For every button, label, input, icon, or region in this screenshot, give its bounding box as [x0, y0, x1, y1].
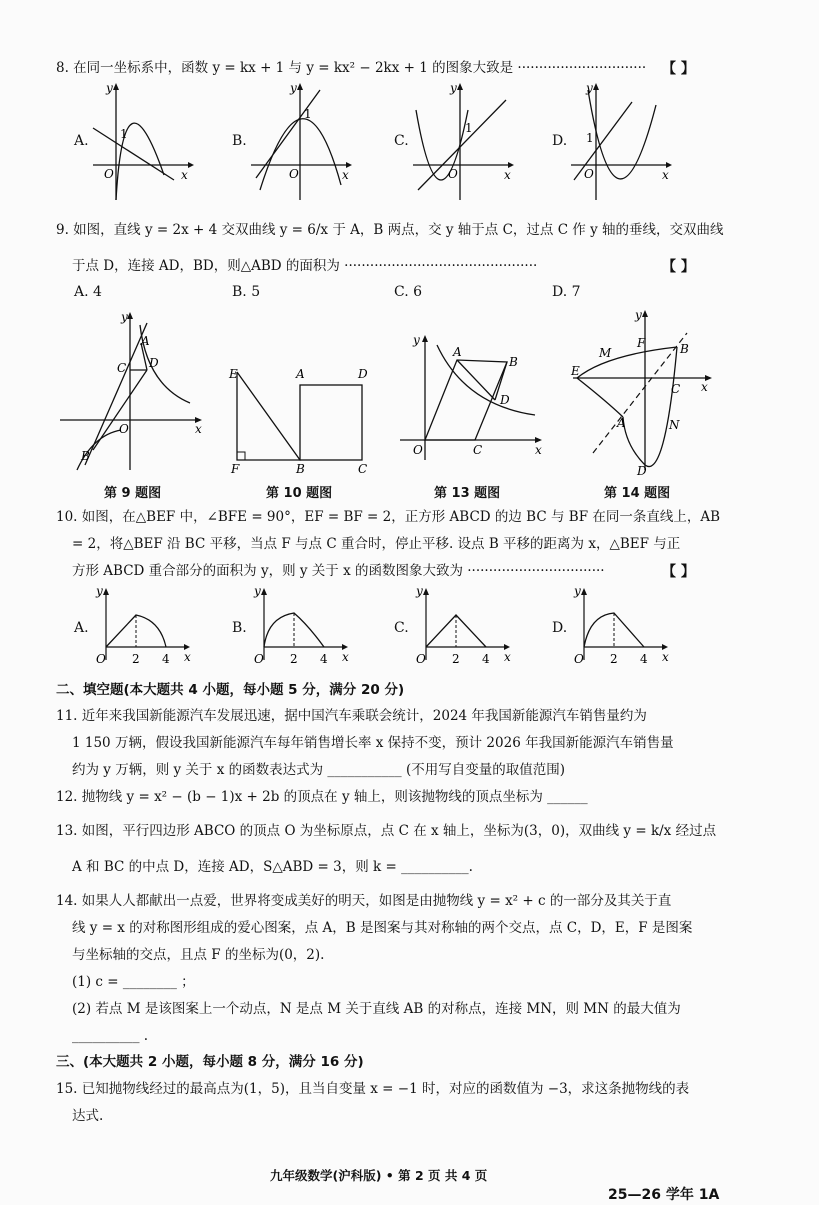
svg-text:O: O — [584, 167, 594, 181]
question-13-line-1: 13. 如图，平行四边形 ABCO 的顶点 O 为坐标原点，点 C 在 x 轴上，坐标为(3，0)，双曲线 y = k/x 经过点 — [56, 823, 717, 839]
svg-text:x: x — [342, 650, 349, 664]
question-8-text: 8. 在同一坐标系中，函数 y = kx + 1 与 y = kx² − 2kx + 1 的图象大致是 ······························ — [56, 60, 647, 76]
figure-13-caption: 第 13 题图 — [434, 486, 501, 501]
svg-text:F: F — [637, 336, 646, 350]
figure-9-caption: 第 9 题图 — [104, 486, 162, 501]
q8-option-a-graph — [88, 80, 198, 205]
question-9-line-2: 于点 D，连接 AD，BD，则△ABD 的面积为 ············································· — [72, 258, 538, 274]
svg-text:x: x — [662, 168, 669, 182]
question-8-answer-bracket: 【 】 — [662, 61, 695, 77]
q9-option-a: A. 4 — [74, 284, 102, 300]
question-14-part-1: (1) c = ________ ； — [72, 974, 195, 990]
svg-text:O: O — [119, 422, 129, 436]
page-footer-center: 九年级数学(沪科版) • 第 2 页 共 4 页 — [270, 1168, 488, 1183]
question-10-line-3: 方形 ABCD 重合部分的面积为 y，则 y 关于 x 的函数图象大致为 ································ — [72, 563, 605, 579]
q8-option-a-label: A. — [74, 133, 89, 149]
svg-text:x: x — [535, 443, 542, 457]
section-3-heading: 三、(本大题共 2 小题，每小题 8 分，满分 16 分) — [56, 1054, 364, 1070]
q8-option-d-label: D. — [552, 133, 568, 149]
svg-text:D: D — [500, 393, 510, 407]
question-11-line-1: 11. 近年来我国新能源汽车发展迅速，据中国汽车乘联会统计，2024 年我国新能源汽车销售量约为 — [56, 708, 647, 724]
svg-text:x: x — [195, 422, 202, 436]
q8-option-d-graph — [566, 80, 676, 205]
question-9-line-1: 9. 如图，直线 y = 2x + 4 交双曲线 y = 6/x 于 A，B 两点，交 y 轴于点 C，过点 C 作 y 轴的垂线，交双曲线 — [56, 222, 724, 238]
svg-text:2: 2 — [452, 652, 460, 666]
question-14-line-3: 与坐标轴的交点，且点 F 的坐标为(0，2). — [72, 947, 325, 963]
q10-option-d-label: D. — [552, 620, 568, 636]
svg-text:4: 4 — [482, 652, 490, 666]
question-14-part-2: (2) 若点 M 是该图案上一个动点，N 是点 M 关于直线 AB 的对称点，连接 MN，则 MN 的最大值为 — [72, 1001, 681, 1017]
figure-10-caption: 第 10 题图 — [266, 486, 333, 501]
question-10-line-2: = 2，将△BEF 沿 BC 平移，当点 F 与点 C 重合时，停止平移. 设点 B 平移的距离为 x，△BEF 与正 — [72, 536, 681, 552]
svg-text:O: O — [413, 443, 423, 457]
svg-text:1: 1 — [120, 127, 128, 141]
svg-text:2: 2 — [132, 652, 140, 666]
q10-option-d-graph — [566, 585, 676, 670]
svg-text:4: 4 — [162, 652, 170, 666]
q8-option-c-graph — [408, 80, 518, 205]
q10-option-c-label: C. — [394, 620, 409, 636]
svg-text:A: A — [141, 334, 150, 348]
svg-text:x: x — [184, 650, 191, 664]
svg-text:E: E — [229, 367, 238, 381]
svg-text:y: y — [96, 585, 103, 598]
svg-text:D: D — [149, 356, 159, 370]
svg-text:y: y — [574, 585, 581, 598]
question-14-part-2-blank: __________ . — [72, 1028, 149, 1044]
svg-text:4: 4 — [320, 652, 328, 666]
svg-text:y: y — [635, 308, 642, 322]
q8-option-b-label: B. — [232, 133, 247, 149]
question-14-line-1: 14. 如果人人都献出一点爱，世界将变成美好的明天，如图是由抛物线 y = x² + c 的一部分及其关于直 — [56, 893, 672, 909]
svg-text:O: O — [416, 652, 426, 666]
figure-14-diagram — [565, 305, 715, 480]
svg-text:y: y — [586, 81, 593, 95]
question-9-answer-bracket: 【 】 — [662, 259, 695, 275]
svg-text:x: x — [504, 168, 511, 182]
page-footer-right: 25—26 学年 1A — [608, 1187, 720, 1203]
svg-text:2: 2 — [290, 652, 298, 666]
figure-9-diagram — [55, 305, 205, 475]
svg-text:M: M — [599, 346, 612, 360]
svg-text:C: C — [671, 382, 681, 396]
q8-option-c-label: C. — [394, 133, 409, 149]
figure-13-diagram — [395, 330, 545, 475]
question-13-line-2: A 和 BC 的中点 D，连接 AD，S△ABD = 3，则 k = __________. — [72, 859, 473, 875]
figure-10-diagram — [225, 360, 380, 480]
svg-text:y: y — [450, 81, 457, 95]
question-14-line-2: 线 y = x 的对称图形组成的爱心图案，点 A，B 是图案与其对称轴的两个交点，点 C，D，E，F 是图案 — [72, 920, 693, 936]
svg-text:B: B — [509, 355, 518, 369]
q10-option-a-graph — [88, 585, 198, 670]
svg-text:y: y — [121, 310, 128, 324]
svg-text:y: y — [106, 81, 113, 95]
q9-option-b: B. 5 — [232, 284, 261, 300]
svg-text:O: O — [104, 167, 114, 181]
q10-option-b-label: B. — [232, 620, 247, 636]
svg-text:A: A — [617, 416, 626, 430]
question-11-line-3: 约为 y 万辆，则 y 关于 x 的函数表达式为 ___________ (不用写自变量的取值范围) — [72, 762, 565, 778]
svg-text:x: x — [504, 650, 511, 664]
svg-text:y: y — [254, 585, 261, 598]
svg-text:O: O — [574, 652, 584, 666]
question-11-line-2: 1 150 万辆，假设我国新能源汽车每年销售增长率 x 保持不变，预计 2026 年我国新能源汽车销售量 — [72, 735, 674, 751]
svg-text:y: y — [416, 585, 423, 598]
svg-text:E: E — [571, 364, 580, 378]
section-2-heading: 二、填空题(本大题共 4 小题，每小题 5 分，满分 20 分) — [56, 682, 405, 698]
svg-text:x: x — [701, 380, 708, 394]
q9-option-c: C. 6 — [394, 284, 423, 300]
svg-text:C: C — [117, 361, 127, 375]
q9-option-d: D. 7 — [552, 284, 581, 300]
svg-text:D: D — [358, 367, 368, 381]
svg-text:x: x — [342, 168, 349, 182]
svg-text:A: A — [296, 367, 305, 381]
svg-text:C: C — [473, 443, 483, 457]
svg-text:x: x — [181, 168, 188, 182]
q10-option-a-label: A. — [74, 620, 89, 636]
svg-text:O: O — [254, 652, 264, 666]
svg-text:x: x — [662, 650, 669, 664]
svg-text:y: y — [413, 333, 420, 347]
svg-text:N: N — [669, 418, 680, 432]
svg-text:O: O — [96, 652, 106, 666]
svg-text:y: y — [290, 81, 297, 95]
svg-text:A: A — [453, 345, 462, 359]
q10-option-c-graph — [408, 585, 518, 670]
svg-text:O: O — [289, 167, 299, 181]
svg-text:1: 1 — [304, 107, 312, 121]
q8-option-b-graph — [246, 80, 356, 205]
svg-text:B: B — [680, 342, 689, 356]
question-15-line-2: 达式. — [72, 1108, 104, 1124]
figure-14-caption: 第 14 题图 — [604, 486, 671, 501]
svg-text:2: 2 — [610, 652, 618, 666]
svg-text:C: C — [358, 462, 368, 476]
svg-text:1: 1 — [586, 131, 594, 145]
svg-text:4: 4 — [640, 652, 648, 666]
question-15-line-1: 15. 已知抛物线经过的最高点为(1，5)，且当自变量 x = −1 时，对应的函数值为 −3，求这条抛物线的表 — [56, 1081, 690, 1097]
svg-text:B: B — [81, 449, 90, 463]
svg-text:O: O — [448, 167, 458, 181]
question-10-answer-bracket: 【 】 — [662, 564, 695, 580]
svg-text:F: F — [231, 462, 240, 476]
svg-text:1: 1 — [465, 121, 473, 135]
q10-option-b-graph — [246, 585, 356, 670]
question-10-line-1: 10. 如图，在△BEF 中，∠BFE = 90°，EF = BF = 2，正方形 ABCD 的边 BC 与 BF 在同一条直线上，AB — [56, 509, 721, 525]
svg-text:D: D — [637, 464, 647, 478]
question-12-text: 12. 抛物线 y = x² − (b − 1)x + 2b 的顶点在 y 轴上，则该抛物线的顶点坐标为 ______ — [56, 789, 588, 805]
svg-text:B: B — [296, 462, 305, 476]
